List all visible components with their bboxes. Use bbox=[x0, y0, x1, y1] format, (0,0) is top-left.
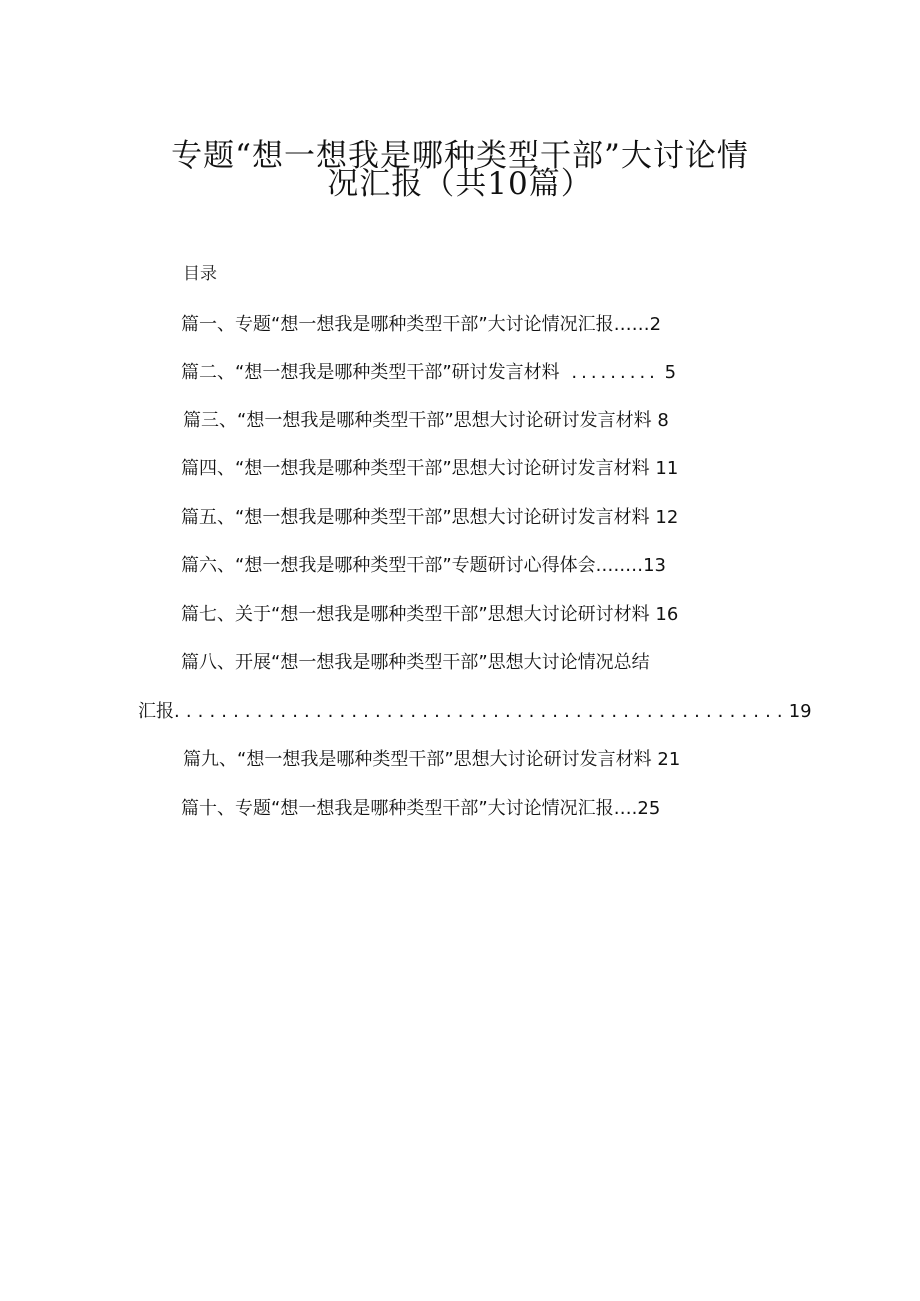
toc-entry-2-page: 5 bbox=[664, 362, 677, 383]
document-title-line-2: 况汇报（共10篇） bbox=[327, 166, 593, 202]
toc-heading: 目录 bbox=[183, 264, 217, 284]
toc-entry-2[interactable] bbox=[181, 360, 676, 386]
toc-entry-10[interactable]: 篇十、专题“想一想我是哪种类型干部”大讨论情况汇报….25 bbox=[181, 798, 661, 819]
toc-entry-3[interactable]: 篇三、“想一想我是哪种类型干部”思想大讨论研讨发言材料 8 bbox=[183, 410, 669, 431]
toc-entry-8-page: 19 bbox=[788, 701, 812, 722]
toc-entry-2-leader-dots: ......... bbox=[571, 362, 659, 383]
toc-entry-7[interactable]: 篇七、关于“想一想我是哪种类型干部”思想大讨论研讨材料 16 bbox=[181, 604, 679, 625]
toc-entry-9[interactable]: 篇九、“想一想我是哪种类型干部”思想大讨论研讨发言材料 21 bbox=[183, 749, 681, 770]
toc-entry-1[interactable]: 篇一、专题“想一想我是哪种类型干部”大讨论情况汇报……2 bbox=[181, 314, 662, 335]
toc-entry-8[interactable]: 篇八、开展“想一想我是哪种类型干部”思想大讨论情况总结 bbox=[181, 652, 650, 673]
toc-entry-5[interactable]: 篇五、“想一想我是哪种类型干部”思想大讨论研讨发言材料 12 bbox=[181, 507, 679, 528]
toc-entry-2-text: 篇二、“想一想我是哪种类型干部”研讨发言材料 bbox=[181, 362, 560, 383]
toc-entry-4[interactable]: 篇四、“想一想我是哪种类型干部”思想大讨论研讨发言材料 11 bbox=[181, 458, 679, 479]
toc-entry-8-leader-dots: .................................................... bbox=[174, 701, 789, 722]
toc-entry-8-continuation[interactable] bbox=[138, 699, 812, 725]
toc-entry-8-continuation-text: 汇报 bbox=[138, 701, 174, 722]
document-title-line-1: 专题“想一想我是哪种类型干部”大讨论情 bbox=[171, 138, 749, 174]
toc-entry-6[interactable]: 篇六、“想一想我是哪种类型干部”专题研讨心得体会.….…13 bbox=[181, 555, 666, 576]
